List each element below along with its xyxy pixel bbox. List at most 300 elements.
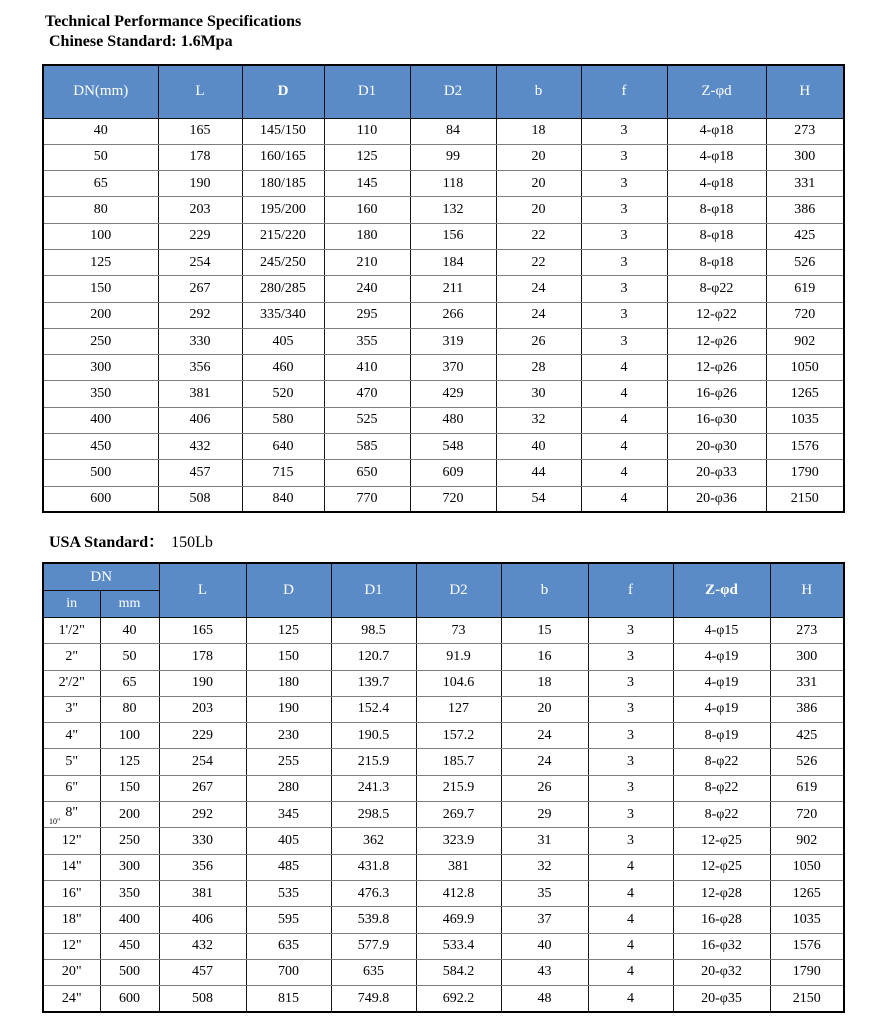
table-cell: 457 <box>159 959 246 985</box>
table-cell: 406 <box>158 407 242 433</box>
table-cell: 8-φ19 <box>673 723 770 749</box>
table-cell: 24 <box>496 276 581 302</box>
table-row <box>43 171 844 197</box>
table-cell: 22 <box>496 249 581 275</box>
table-cell: 500 <box>100 959 159 985</box>
table-cell: 8" 10" <box>43 802 100 828</box>
table-cell: 4 <box>588 880 673 906</box>
table-cell: 356 <box>159 854 246 880</box>
table-cell: 4" <box>43 723 100 749</box>
table-cell: 460 <box>242 355 324 381</box>
table-row <box>43 854 844 880</box>
table-cell: 32 <box>496 407 581 433</box>
table-cell: 20-φ35 <box>673 986 770 1012</box>
table-cell: 8-φ22 <box>673 775 770 801</box>
table-cell: 292 <box>159 802 246 828</box>
table-cell: 815 <box>246 986 331 1012</box>
table-cell: 215/220 <box>242 223 324 249</box>
table-cell: 600 <box>43 486 158 512</box>
table-cell: 405 <box>242 328 324 354</box>
column-header-dn-group: DN <box>43 563 159 590</box>
table-cell: 1035 <box>766 407 844 433</box>
table-cell: 525 <box>324 407 410 433</box>
table-cell: 640 <box>242 434 324 460</box>
table-cell: 4 <box>581 381 667 407</box>
table-cell: 269.7 <box>416 802 501 828</box>
table-row <box>43 644 844 670</box>
table-cell: 184 <box>410 249 496 275</box>
table-cell: 145/150 <box>242 118 324 144</box>
table-cell: 14" <box>43 854 100 880</box>
table-cell: 99 <box>410 144 496 170</box>
table-cell: 18 <box>501 670 588 696</box>
usa-section-value: 150Lb <box>171 534 213 552</box>
table-row <box>43 407 844 433</box>
table-cell: 1576 <box>770 933 844 959</box>
table-header-row <box>43 65 844 118</box>
table-cell: 381 <box>416 854 501 880</box>
table-cell: 125 <box>100 749 159 775</box>
table-cell: 5" <box>43 749 100 775</box>
table-cell: 18 <box>496 118 581 144</box>
table-cell: 125 <box>324 144 410 170</box>
table-cell: 16-φ32 <box>673 933 770 959</box>
table-row <box>43 828 844 854</box>
table-cell: 619 <box>770 775 844 801</box>
table-header-row <box>43 563 844 590</box>
table-cell: 267 <box>159 775 246 801</box>
table-cell: 300 <box>770 644 844 670</box>
table-cell: 65 <box>43 171 158 197</box>
table-cell: 190 <box>246 696 331 722</box>
table-cell: 230 <box>246 723 331 749</box>
table-row <box>43 802 844 828</box>
table-cell: 8-φ22 <box>673 802 770 828</box>
table-cell: 4 <box>588 959 673 985</box>
table-cell: 30 <box>496 381 581 407</box>
table-cell: 267 <box>158 276 242 302</box>
table-row <box>43 880 844 906</box>
table-cell: 2" <box>43 644 100 670</box>
table-cell: 20-φ33 <box>667 460 766 486</box>
table-cell: 240 <box>324 276 410 302</box>
table-cell: 902 <box>766 328 844 354</box>
usa-standard-table-body <box>43 617 844 1011</box>
table-cell: 457 <box>158 460 242 486</box>
table-cell: 295 <box>324 302 410 328</box>
table-cell: 2150 <box>770 986 844 1012</box>
table-cell: 98.5 <box>331 617 416 643</box>
table-cell: 100 <box>100 723 159 749</box>
table-cell: 1576 <box>766 434 844 460</box>
table-cell: 450 <box>100 933 159 959</box>
column-header-f: f <box>581 65 667 118</box>
table-row <box>43 460 844 486</box>
table-cell: 100 <box>43 223 158 249</box>
table-cell: 12-φ26 <box>667 355 766 381</box>
table-cell: 32 <box>501 854 588 880</box>
table-cell: 20-φ30 <box>667 434 766 460</box>
table-cell: 595 <box>246 907 331 933</box>
table-cell: 533.4 <box>416 933 501 959</box>
column-header-zphid: Z-φd <box>673 563 770 617</box>
table-cell: 211 <box>410 276 496 302</box>
table-cell: 4-φ18 <box>667 118 766 144</box>
table-cell: 118 <box>410 171 496 197</box>
table-cell: 3 <box>588 775 673 801</box>
table-row <box>43 223 844 249</box>
table-cell: 8-φ22 <box>673 749 770 775</box>
chinese-standard-table <box>42 64 845 513</box>
table-cell: 50 <box>43 144 158 170</box>
table-cell: 150 <box>246 644 331 670</box>
table-cell: 298.5 <box>331 802 416 828</box>
table-cell: 125 <box>246 617 331 643</box>
table-cell: 73 <box>416 617 501 643</box>
table-cell: 44 <box>496 460 581 486</box>
table-cell: 255 <box>246 749 331 775</box>
table-cell: 370 <box>410 355 496 381</box>
column-header-d2: D2 <box>416 563 501 617</box>
table-cell: 2150 <box>766 486 844 512</box>
table-cell: 50 <box>100 644 159 670</box>
table-cell: 300 <box>43 355 158 381</box>
table-cell: 15 <box>501 617 588 643</box>
table-cell: 381 <box>158 381 242 407</box>
table-cell: 127 <box>416 696 501 722</box>
table-cell: 3 <box>581 328 667 354</box>
table-cell: 152.4 <box>331 696 416 722</box>
table-cell: 3 <box>588 723 673 749</box>
table-cell: 4 <box>581 407 667 433</box>
table-cell: 54 <box>496 486 581 512</box>
table-cell: 65 <box>100 670 159 696</box>
table-cell: 190 <box>159 670 246 696</box>
table-row <box>43 775 844 801</box>
table-row <box>43 933 844 959</box>
table-cell: 80 <box>43 197 158 223</box>
table-row <box>43 723 844 749</box>
table-cell: 406 <box>159 907 246 933</box>
usa-standard-table <box>42 562 845 1012</box>
column-header-d: D <box>246 563 331 617</box>
table-cell: 178 <box>158 144 242 170</box>
table-cell: 20 <box>501 696 588 722</box>
table-cell: 469.9 <box>416 907 501 933</box>
table-cell: 584.2 <box>416 959 501 985</box>
table-cell: 429 <box>410 381 496 407</box>
table-cell: 3 <box>588 644 673 670</box>
table-cell: 3 <box>581 302 667 328</box>
table-cell: 250 <box>100 828 159 854</box>
table-cell: 4-φ15 <box>673 617 770 643</box>
table-cell: 292 <box>158 302 242 328</box>
table-cell: 609 <box>410 460 496 486</box>
table-cell: 4 <box>581 355 667 381</box>
table-cell: 902 <box>770 828 844 854</box>
table-cell: 4 <box>588 986 673 1012</box>
table-cell: 520 <box>242 381 324 407</box>
table-cell: 16-φ28 <box>673 907 770 933</box>
table-cell: 4 <box>581 434 667 460</box>
table-cell: 200 <box>43 302 158 328</box>
table-row <box>43 959 844 985</box>
table-cell: 412.8 <box>416 880 501 906</box>
table-cell: 43 <box>501 959 588 985</box>
table-cell: 350 <box>43 381 158 407</box>
table-cell: 476.3 <box>331 880 416 906</box>
table-cell: 190.5 <box>331 723 416 749</box>
table-cell: 132 <box>410 197 496 223</box>
table-cell: 1'/2" <box>43 617 100 643</box>
table-cell: 4 <box>588 854 673 880</box>
table-cell: 345 <box>246 802 331 828</box>
table-cell: 241.3 <box>331 775 416 801</box>
table-cell: 16-φ26 <box>667 381 766 407</box>
table-cell: 120.7 <box>331 644 416 670</box>
table-cell: 580 <box>242 407 324 433</box>
table-cell: 3 <box>581 118 667 144</box>
usa-section-label: USA Standard： <box>49 534 165 552</box>
table-row <box>43 355 844 381</box>
table-cell: 215.9 <box>416 775 501 801</box>
table-cell: 20 <box>496 171 581 197</box>
table-cell: 190 <box>158 171 242 197</box>
table-cell: 157.2 <box>416 723 501 749</box>
table-cell: 20-φ32 <box>673 959 770 985</box>
table-cell: 160 <box>324 197 410 223</box>
column-header-l: L <box>158 65 242 118</box>
table-cell: 273 <box>770 617 844 643</box>
table-cell: 526 <box>770 749 844 775</box>
table-cell: 331 <box>770 670 844 696</box>
table-cell: 720 <box>410 486 496 512</box>
table-cell: 470 <box>324 381 410 407</box>
table-row <box>43 696 844 722</box>
table-cell: 4-φ18 <box>667 171 766 197</box>
column-header-d1: D1 <box>324 65 410 118</box>
table-cell: 1265 <box>766 381 844 407</box>
table-cell: 165 <box>158 118 242 144</box>
table-cell: 210 <box>324 249 410 275</box>
table-cell: 254 <box>159 749 246 775</box>
table-cell: 3 <box>588 749 673 775</box>
table-cell: 692.2 <box>416 986 501 1012</box>
table-cell: 20-φ36 <box>667 486 766 512</box>
table-cell: 319 <box>410 328 496 354</box>
table-cell: 48 <box>501 986 588 1012</box>
table-row <box>43 617 844 643</box>
table-cell: 3 <box>581 144 667 170</box>
table-cell: 715 <box>242 460 324 486</box>
table-cell: 24 <box>501 723 588 749</box>
table-cell: 3 <box>581 223 667 249</box>
section-title-chinese: Chinese Standard: 1.6Mpa <box>49 33 233 50</box>
chinese-standard-table-body <box>43 118 844 512</box>
table-cell: 150 <box>100 775 159 801</box>
table-cell: 250 <box>43 328 158 354</box>
table-cell: 266 <box>410 302 496 328</box>
table-cell: 20 <box>496 197 581 223</box>
table-cell: 410 <box>324 355 410 381</box>
table-row <box>43 328 844 354</box>
table-cell: 450 <box>43 434 158 460</box>
table-cell: 4 <box>588 933 673 959</box>
table-cell: 280 <box>246 775 331 801</box>
table-cell: 548 <box>410 434 496 460</box>
table-cell: 386 <box>766 197 844 223</box>
table-cell: 4-φ18 <box>667 144 766 170</box>
table-row <box>43 670 844 696</box>
column-header-f: f <box>588 563 673 617</box>
table-cell: 18" <box>43 907 100 933</box>
column-header-h: H <box>766 65 844 118</box>
table-cell: 280/285 <box>242 276 324 302</box>
column-header-in: in <box>43 590 100 617</box>
table-cell: 200 <box>100 802 159 828</box>
table-cell: 22 <box>496 223 581 249</box>
table-cell: 335/340 <box>242 302 324 328</box>
table-cell: 245/250 <box>242 249 324 275</box>
table-cell: 700 <box>246 959 331 985</box>
table-cell: 16-φ30 <box>667 407 766 433</box>
table-cell: 432 <box>158 434 242 460</box>
table-cell: 12-φ28 <box>673 880 770 906</box>
page-title: Technical Performance Specifications <box>45 13 302 30</box>
table-cell: 12-φ26 <box>667 328 766 354</box>
table-cell: 26 <box>501 775 588 801</box>
column-header-d: D <box>242 65 324 118</box>
table-cell: 508 <box>159 986 246 1012</box>
table-cell: 12-φ25 <box>673 854 770 880</box>
table-row <box>43 749 844 775</box>
table-cell: 4 <box>581 486 667 512</box>
table-cell: 381 <box>159 880 246 906</box>
table-cell: 356 <box>158 355 242 381</box>
table-cell: 1790 <box>770 959 844 985</box>
table-cell: 145 <box>324 171 410 197</box>
table-cell: 254 <box>158 249 242 275</box>
table-cell: 331 <box>766 171 844 197</box>
table-cell: 139.7 <box>331 670 416 696</box>
table-cell: 749.8 <box>331 986 416 1012</box>
table-cell: 635 <box>331 959 416 985</box>
table-cell: 3 <box>581 197 667 223</box>
table-cell: 6" <box>43 775 100 801</box>
table-cell: 203 <box>158 197 242 223</box>
column-header-h: H <box>770 563 844 617</box>
table-cell: 1790 <box>766 460 844 486</box>
table-cell: 150 <box>43 276 158 302</box>
table-cell: 508 <box>158 486 242 512</box>
table-cell: 273 <box>766 118 844 144</box>
table-cell: 720 <box>770 802 844 828</box>
table-cell: 720 <box>766 302 844 328</box>
table-cell: 4-φ19 <box>673 670 770 696</box>
table-cell: 40 <box>496 434 581 460</box>
table-cell: 37 <box>501 907 588 933</box>
column-header-d1: D1 <box>331 563 416 617</box>
table-cell: 577.9 <box>331 933 416 959</box>
table-cell: 362 <box>331 828 416 854</box>
table-cell: 539.8 <box>331 907 416 933</box>
table-cell: 386 <box>770 696 844 722</box>
table-cell: 8-φ18 <box>667 223 766 249</box>
table-cell: 28 <box>496 355 581 381</box>
table-cell: 500 <box>43 460 158 486</box>
table-cell: 4 <box>588 907 673 933</box>
table-cell: 12" <box>43 933 100 959</box>
table-cell: 12-φ25 <box>673 828 770 854</box>
table-cell: 26 <box>496 328 581 354</box>
table-cell: 185.7 <box>416 749 501 775</box>
table-cell: 300 <box>766 144 844 170</box>
table-cell: 29 <box>501 802 588 828</box>
table-cell: 35 <box>501 880 588 906</box>
table-cell: 24" <box>43 986 100 1012</box>
table-cell: 535 <box>246 880 331 906</box>
table-cell: 40 <box>501 933 588 959</box>
table-cell: 16" <box>43 880 100 906</box>
table-cell: 526 <box>766 249 844 275</box>
table-cell: 3 <box>581 249 667 275</box>
table-cell: 1050 <box>766 355 844 381</box>
table-cell: 400 <box>100 907 159 933</box>
table-cell: 180 <box>324 223 410 249</box>
table-cell: 619 <box>766 276 844 302</box>
table-cell: 3" <box>43 696 100 722</box>
table-cell: 229 <box>159 723 246 749</box>
table-row <box>43 118 844 144</box>
table-cell: 3 <box>588 696 673 722</box>
table-cell: 84 <box>410 118 496 144</box>
table-cell: 432 <box>159 933 246 959</box>
column-header-b: b <box>496 65 581 118</box>
table-cell: 323.9 <box>416 828 501 854</box>
table-cell: 3 <box>581 276 667 302</box>
table-cell: 4 <box>581 460 667 486</box>
table-row <box>43 302 844 328</box>
table-cell: 24 <box>496 302 581 328</box>
table-row <box>43 486 844 512</box>
table-cell: 3 <box>588 670 673 696</box>
table-cell: 585 <box>324 434 410 460</box>
table-cell: 1265 <box>770 880 844 906</box>
table-cell: 160/165 <box>242 144 324 170</box>
column-header-b: b <box>501 563 588 617</box>
table-cell: 770 <box>324 486 410 512</box>
table-cell: 330 <box>159 828 246 854</box>
table-cell: 195/200 <box>242 197 324 223</box>
table-cell: 3 <box>588 617 673 643</box>
table-cell: 91.9 <box>416 644 501 670</box>
table-cell: 40 <box>100 617 159 643</box>
table-cell: 3 <box>588 828 673 854</box>
column-header-mm: mm <box>100 590 159 617</box>
table-cell: 8-φ22 <box>667 276 766 302</box>
table-row <box>43 144 844 170</box>
table-row <box>43 276 844 302</box>
table-cell: 480 <box>410 407 496 433</box>
column-header-d2: D2 <box>410 65 496 118</box>
section-title-usa <box>49 533 887 552</box>
table-cell: 80 <box>100 696 159 722</box>
table-row <box>43 249 844 275</box>
table-cell: 1050 <box>770 854 844 880</box>
table-cell: 12" <box>43 828 100 854</box>
table-cell: 635 <box>246 933 331 959</box>
table-cell: 8-φ18 <box>667 197 766 223</box>
